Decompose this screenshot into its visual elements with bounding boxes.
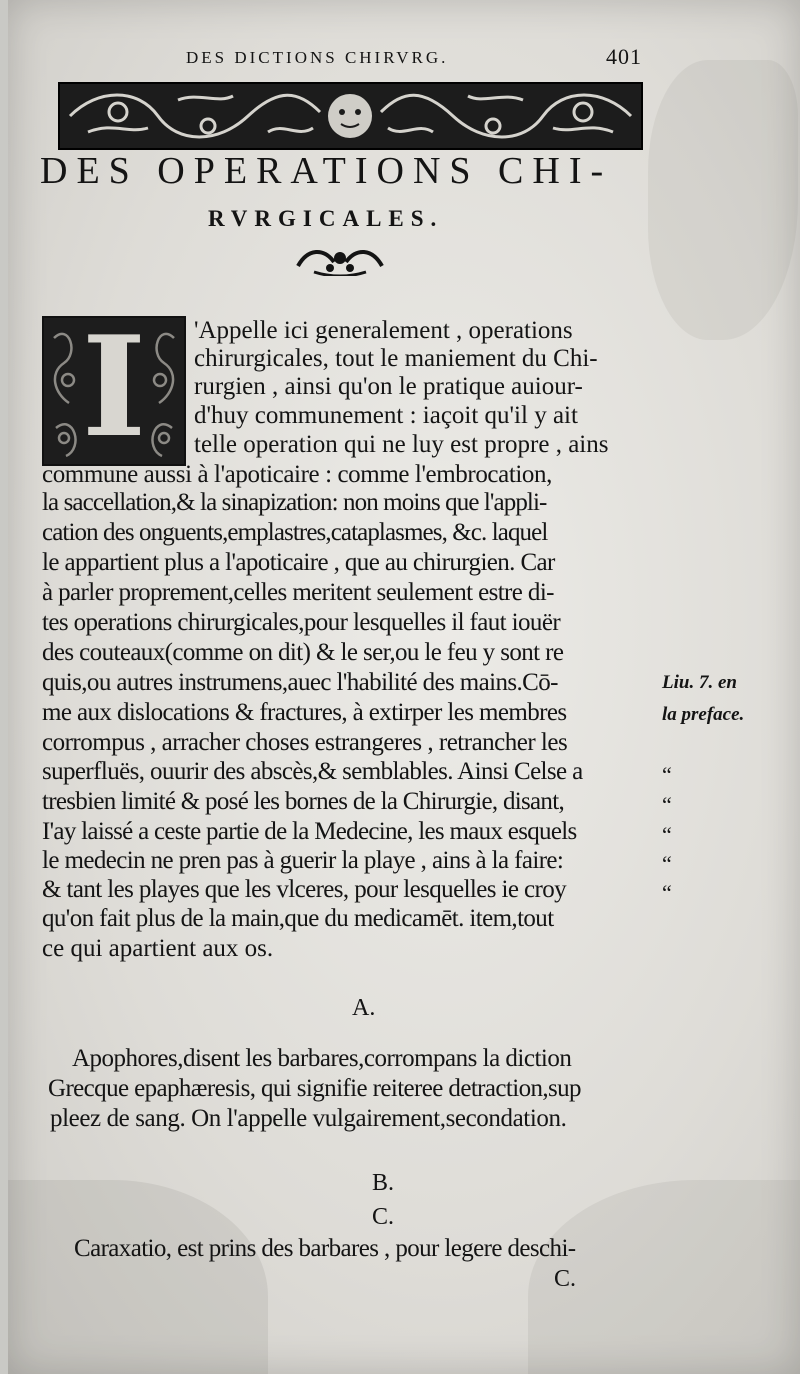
body-line: corrompus , arracher choses estrangeres , retrancher les — [42, 729, 568, 756]
body-line: qu'on fait plus de la main,que du medicamēt. item,tout — [42, 905, 554, 932]
quotation-mark: “ — [662, 851, 672, 876]
body-line: quis,ou autres instrumens,auec l'habilité des mains.Cō- — [42, 669, 558, 696]
running-head-title: DES DICTIONS CHIRVRG. — [186, 48, 449, 67]
body-line: tresbien limité & posé les bornes de la Chirurgie, disant, — [42, 788, 565, 815]
quotation-mark: “ — [662, 762, 672, 787]
body-line: me aux dislocations & fractures, à extirper les membres — [42, 699, 567, 726]
catchword: C. — [554, 1266, 577, 1292]
page-number: 401 — [606, 44, 642, 69]
body-line: & tant les playes que les vlceres, pour lesquelles ie croy — [42, 876, 567, 903]
section-heading-b: B. — [372, 1170, 395, 1196]
body-line: tes operations chirurgicales,pour lesquelles il faut iouër — [42, 609, 561, 636]
body-line: la saccellation,& la sinapization: non moins que l'appli- — [42, 489, 547, 516]
water-stain — [8, 1180, 268, 1374]
quotation-mark: “ — [662, 822, 672, 847]
quotation-mark: “ — [662, 880, 672, 905]
body-line: pleez de sang. On l'appelle vulgairement,secondation. — [50, 1105, 567, 1132]
body-line: rurgien , ainsi qu'on le pratique auiour- — [194, 373, 583, 400]
initial-letter: I — [81, 305, 147, 468]
body-line: superfluës, ouurir des abscès,& semblables. Ainsi Celse a — [42, 758, 583, 785]
body-line: Caraxatio, est prins des barbares , pour legere deschi- — [74, 1235, 576, 1262]
body-line: commune aussi à l'apoticaire : comme l'embrocation, — [42, 461, 552, 488]
margin-note: Liu. 7. en — [662, 672, 737, 693]
decorated-initial — [42, 305, 186, 468]
body-line: telle operation qui ne luy est propre , ains — [194, 431, 609, 458]
section-heading-c: C. — [372, 1204, 395, 1230]
body-line: ce qui apartient aux os. — [42, 935, 274, 962]
fleuron-ornament — [294, 246, 386, 276]
water-stain — [648, 60, 798, 340]
body-line: 'Appelle ici generalement , operations — [194, 317, 573, 344]
body-line: Apophores,disent les barbares,corrompans la diction — [72, 1045, 572, 1072]
body-line: à parler proprement,celles meritent seulement estre di- — [42, 579, 554, 606]
section-heading-a: A. — [352, 995, 376, 1021]
quotation-mark: “ — [662, 792, 672, 817]
body-line: cation des onguents,emplastres,cataplasmes, &c. laquel — [42, 519, 548, 546]
body-line: le medecin ne pren pas à guerir la playe , ains à la faire: — [42, 847, 564, 874]
ornamental-headpiece — [58, 82, 643, 150]
body-line: des couteaux(comme on dit) & le ser,ou le feu y sont re — [42, 639, 564, 666]
body-line: Grecque epaphæresis, qui signifie reiteree detraction,sup — [48, 1075, 581, 1102]
chapter-title-continued: RVRGICALES. — [208, 206, 444, 231]
margin-note: la preface. — [662, 704, 745, 725]
body-line: chirurgicales, tout le maniement du Chi- — [194, 345, 598, 372]
body-line: I'ay laissé a ceste partie de la Medecine, les maux esquels — [42, 818, 577, 845]
body-line: d'huy communement : iaçoit qu'il y ait — [194, 402, 578, 429]
running-head — [186, 44, 686, 74]
chapter-title: DES OPERATIONS CHI- — [40, 150, 613, 192]
body-line: le appartient plus a l'apoticaire , que au chirurgien. Car — [42, 549, 555, 576]
